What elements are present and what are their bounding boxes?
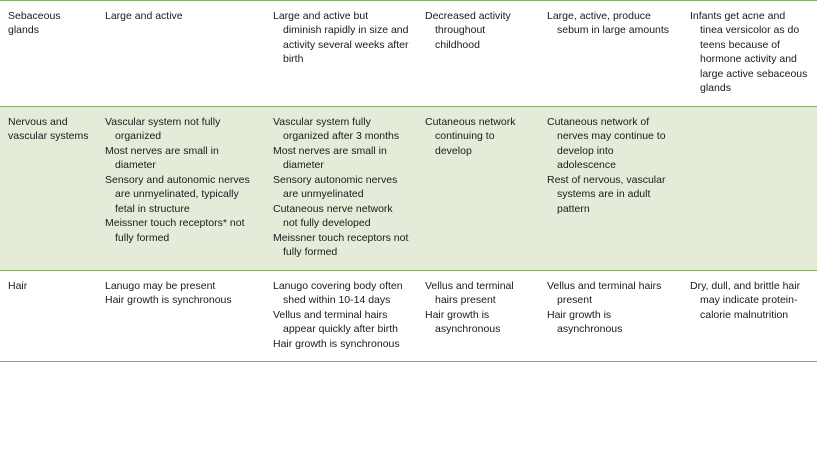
row-label: Nervous and vascular systems <box>8 115 89 143</box>
list-item: Vascular system fully organized after 3 months <box>273 115 400 143</box>
cell-newborn <box>265 106 417 270</box>
cell-list <box>273 115 409 260</box>
cell-list <box>273 9 409 67</box>
list-item: Hair growth is synchronous <box>273 337 400 350</box>
table-row <box>0 270 817 361</box>
list-item: Hair growth is asynchronous <box>547 308 623 336</box>
list-item: Lanugo may be present <box>105 279 216 292</box>
cell-list <box>105 9 257 23</box>
cell-clinical-note <box>682 270 817 361</box>
table-row <box>0 106 817 270</box>
list-item: Most nerves are small in diameter <box>105 144 219 172</box>
list-item: Decreased activity throughout childhood <box>425 10 511 51</box>
row-label: Hair <box>8 279 28 292</box>
cell-preterm <box>97 1 265 107</box>
cell-list <box>105 115 257 245</box>
cell-list <box>425 9 531 52</box>
list-item: Cutaneous network continuing to develop <box>425 115 516 157</box>
list-item: Large and active but diminish rapidly in size and activity several weeks after birth <box>273 10 409 66</box>
list-item: Hair growth is asynchronous <box>425 308 501 336</box>
cell-preterm <box>97 270 265 361</box>
list-item: Rest of nervous, vascular systems are in adult pattern <box>547 173 666 215</box>
cell-list <box>547 9 674 38</box>
list-item: Vellus and terminal hairs present <box>547 279 662 307</box>
table-row <box>0 1 817 107</box>
list-item: Large, active, produce sebum in large amounts <box>547 10 670 37</box>
list-item: Sensory autonomic nerves are unmyelinated <box>273 173 398 201</box>
list-item: Dry, dull, and brittle hair may indicate protein-calorie malnutrition <box>690 279 801 321</box>
list-item: Infants get acne and tinea versicolor as do teens because of hormone activity and large active sebaceous glands <box>690 10 808 95</box>
list-item: Lanugo covering body often shed within 10-14 days <box>273 279 403 307</box>
cell-infant <box>417 270 539 361</box>
list-item: Cutaneous network of nerves may continue to develop into adolescence <box>547 115 666 172</box>
cell-preterm <box>97 106 265 270</box>
cell-child <box>539 1 682 107</box>
row-label-cell <box>0 270 97 361</box>
cell-clinical-note <box>682 106 817 270</box>
row-label: Sebaceous glands <box>8 10 61 37</box>
cell-list <box>105 279 257 308</box>
list-item: Meissner touch receptors* not fully formed <box>105 217 245 244</box>
cell-infant <box>417 1 539 107</box>
cell-newborn <box>265 1 417 107</box>
cell-child <box>539 270 682 361</box>
cell-list <box>690 279 809 322</box>
cell-list <box>547 279 674 337</box>
cell-clinical-note <box>682 1 817 107</box>
cell-list <box>547 115 674 216</box>
list-item: Sensory and autonomic nerves are unmyelinated, typically fetal in structure <box>105 173 250 215</box>
list-item: Cutaneous nerve network not fully developed <box>273 202 393 230</box>
list-item: Vellus and terminal hairs appear quickly after birth <box>273 308 398 336</box>
list-item: Vascular system not fully organized <box>105 115 221 143</box>
cell-infant <box>417 106 539 270</box>
row-label-cell <box>0 106 97 270</box>
cell-list <box>425 279 531 337</box>
list-item: Hair growth is synchronous <box>105 294 232 307</box>
list-item: Most nerves are small in diameter <box>273 144 387 172</box>
cell-child <box>539 106 682 270</box>
list-item: Meissner touch receptors not fully formed <box>273 231 409 259</box>
list-item: Vellus and terminal hairs present <box>425 279 514 307</box>
cell-list <box>273 279 409 351</box>
cell-list <box>425 115 531 158</box>
row-label-cell <box>0 1 97 107</box>
list-item: Large and active <box>105 10 183 22</box>
cell-list <box>690 9 809 96</box>
cell-newborn <box>265 270 417 361</box>
table-body <box>0 1 817 362</box>
